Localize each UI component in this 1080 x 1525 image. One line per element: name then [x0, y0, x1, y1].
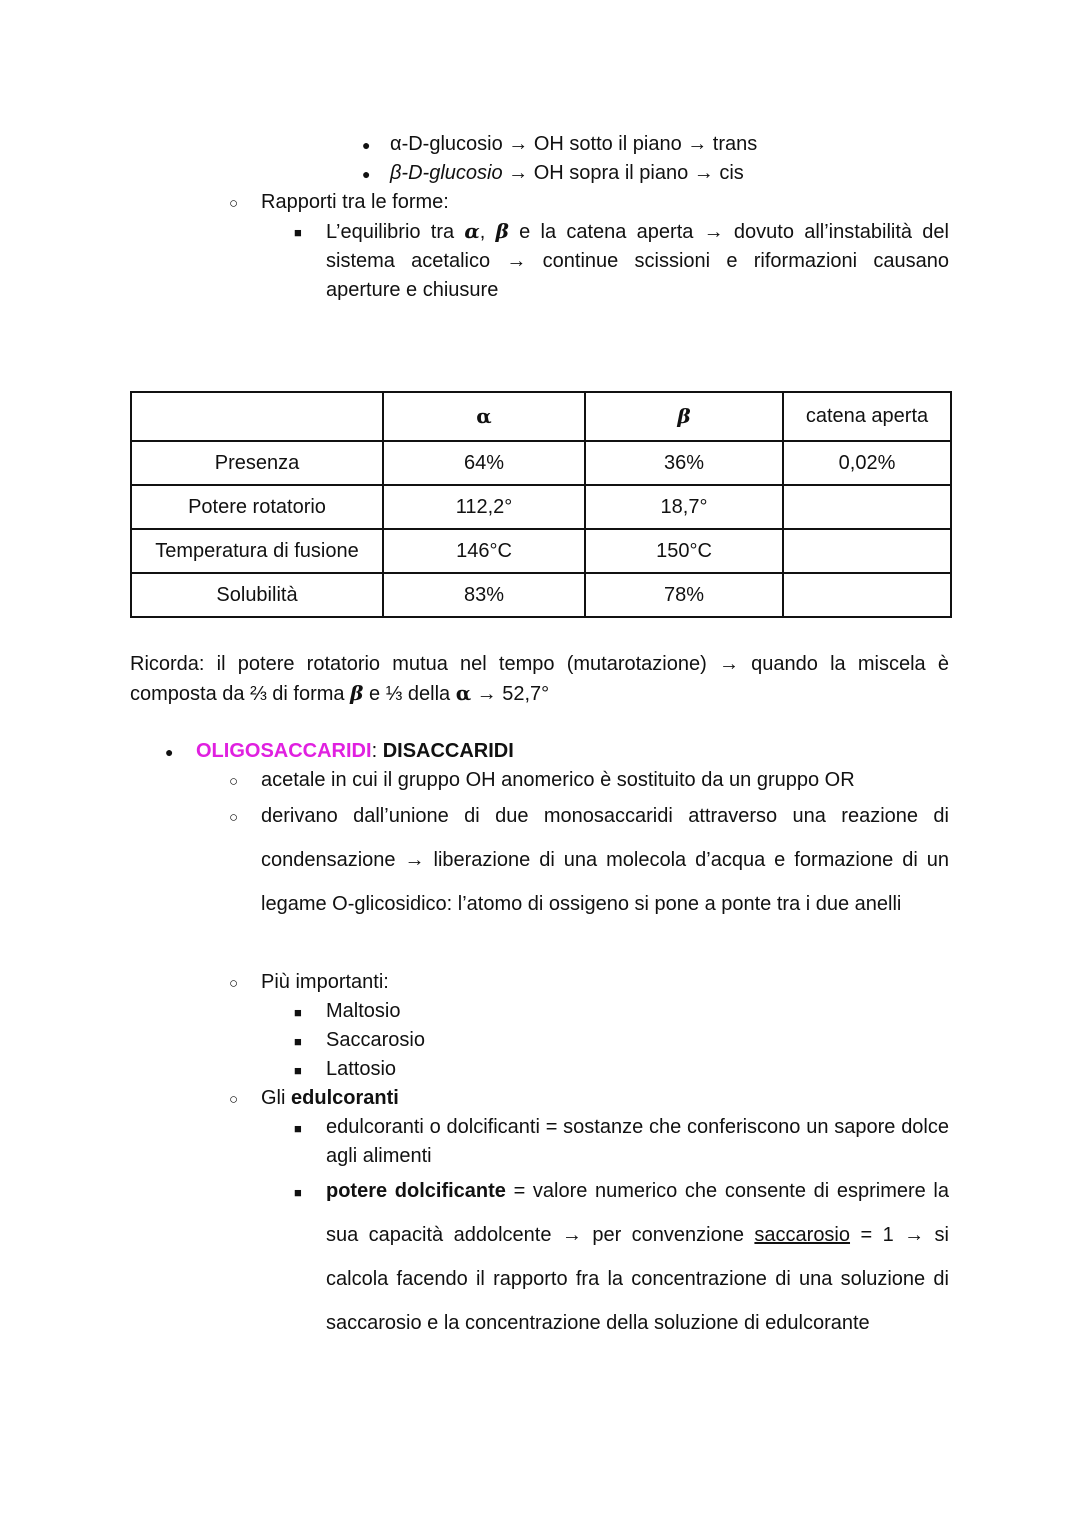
beta-symbol: β [677, 404, 691, 428]
potere-dolcificante-definition: potere dolcificante = valore numerico che consente di esprimere la sua capacità addolcente → per convenzione saccarosio = 1 → si calcola facendo il rapporto fra la concentrazione di una soluzione di saccarosio e la concentrazione della soluzione di edulcorante [326, 1180, 949, 1334]
bullet-square [294, 997, 302, 1027]
table-cell: 150°C [585, 529, 783, 573]
table-header-cell [131, 392, 383, 441]
list-item: Maltosio [326, 1000, 401, 1022]
table-cell: 0,02% [783, 441, 951, 485]
table-header-cell [383, 392, 585, 441]
bullet-square [294, 1113, 302, 1143]
table-header-cell [585, 392, 783, 441]
table-row [131, 573, 951, 617]
alpha-form-desc: → OH sotto il piano → trans [508, 133, 758, 155]
bullet-disc [165, 737, 173, 767]
table-cell [783, 573, 951, 617]
beta-symbol: β [495, 219, 509, 243]
oligo-item-2: derivano dall’unione di due monosaccaridi attraverso una reazione di condensazione → liberazione di una molecola d’acqua e formazione di un legame O-glicosidico: l’atomo di ossigeno si pone a ponte tra i due anelli [261, 805, 949, 915]
beta-form-label: β-D-glucosio [390, 162, 503, 184]
table-cell: Presenza [131, 441, 383, 485]
bullet-circle [229, 188, 238, 218]
table-row [131, 485, 951, 529]
edulcoranti-definition: edulcoranti o dolcificanti = sostanze che conferiscono un sapore dolce agli alimenti [326, 1116, 949, 1167]
table-cell: 146°C [383, 529, 585, 573]
table-cell [783, 529, 951, 573]
alpha-form-label: α-D-glucosio [390, 133, 503, 155]
table-header-row [131, 392, 951, 441]
table-cell: Potere rotatorio [131, 485, 383, 529]
bullet-circle [229, 1084, 238, 1114]
bullet-square [294, 217, 302, 247]
alpha-symbol: α [455, 681, 472, 705]
rapporti-paragraph: L’equilibrio tra α, β e la catena aperta → dovuto all’instabilità del sistema acetalico → continue scissioni e riformazioni causano aperture e chiusure [326, 219, 949, 301]
list-item: Saccarosio [326, 1029, 425, 1051]
bullet-square [294, 1055, 302, 1085]
oligo-item-1: acetale in cui il gruppo OH anomerico è sostituito da un gruppo OR [261, 769, 855, 791]
table-cell: 78% [585, 573, 783, 617]
bullet-circle [229, 802, 238, 832]
bullet-square [294, 1177, 302, 1207]
list-item: Lattosio [326, 1058, 397, 1080]
edulcoranti-heading: Gli edulcoranti [261, 1087, 399, 1109]
table-cell: Temperatura di fusione [131, 529, 383, 573]
table-header-cell: catena aperta [783, 392, 951, 441]
bullet-disc [362, 159, 370, 189]
table-cell: Solubilità [131, 573, 383, 617]
table-cell: 83% [383, 573, 585, 617]
alpha-form-line [390, 130, 757, 159]
bullet-disc [362, 130, 370, 160]
table-row [131, 441, 951, 485]
bullet-square [294, 1026, 302, 1056]
ricorda-note: Ricorda: il potere rotatorio mutua nel tempo (mutarotazione) → quando la miscela è composta da ⅔ di forma β e ⅓ della α → 52,7° [130, 653, 949, 705]
oligo-title-colored: OLIGOSACCARIDI [196, 740, 372, 762]
table-cell: 36% [585, 441, 783, 485]
properties-table [130, 391, 952, 618]
bullet-circle [229, 968, 238, 998]
table-cell [783, 485, 951, 529]
table-cell: 64% [383, 441, 585, 485]
beta-form-desc: → OH sopra il piano → cis [508, 162, 744, 184]
oligo-title-rest: DISACCARIDI [382, 740, 514, 762]
important-heading: Più importanti: [261, 971, 389, 993]
beta-form-line [390, 159, 744, 188]
table-cell: 112,2° [383, 485, 585, 529]
saccarosio-underlined: saccarosio [754, 1224, 851, 1246]
beta-symbol: β [350, 681, 364, 705]
oligo-heading: OLIGOSACCARIDI: DISACCARIDI [196, 740, 514, 762]
table-cell: 18,7° [585, 485, 783, 529]
table-row [131, 529, 951, 573]
rapporti-heading: Rapporti tra le forme: [261, 191, 449, 213]
alpha-symbol: α [476, 404, 492, 428]
bullet-circle [229, 766, 238, 796]
alpha-symbol: α [464, 219, 480, 243]
